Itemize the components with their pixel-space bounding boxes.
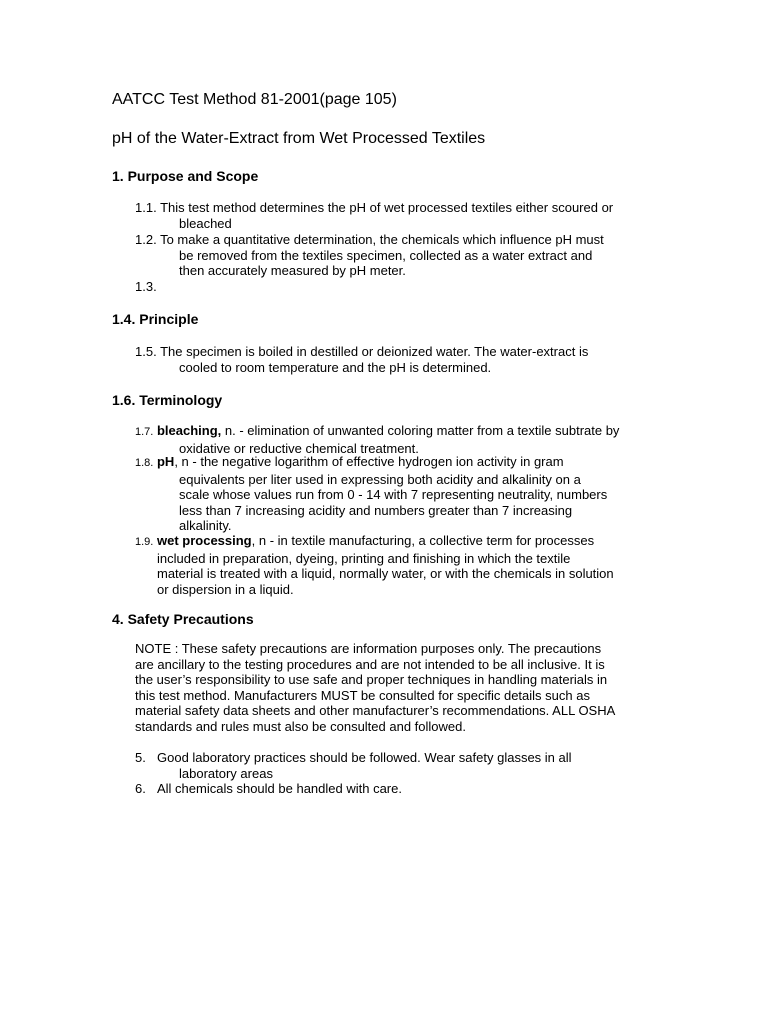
item-number: 1.2. bbox=[135, 232, 157, 247]
item-number: 1.3. bbox=[135, 279, 157, 294]
item-text: n. - elimination of unwanted coloring matter from a textile subtrate by bbox=[224, 423, 620, 438]
item-text-cont: cooled to room temperature and the pH is determined. bbox=[179, 359, 492, 375]
item-text: The specimen is boiled in destilled or deionized water. The water-extract is bbox=[160, 344, 589, 359]
item-text: , n - in textile manufacturing, a collective term for processes bbox=[251, 533, 595, 548]
item-text-cont: less than 7 increasing acidity and numbers greater than 7 increasing bbox=[179, 502, 573, 518]
item-number: 1.8. bbox=[135, 457, 154, 469]
safety-note bbox=[135, 641, 655, 735]
method-title: AATCC Test Method 81-2001(page 105) bbox=[112, 91, 397, 108]
item-text-cont: included in preparation, dyeing, printing and finishing in which the textile bbox=[157, 550, 571, 566]
item-number: 1.9. bbox=[135, 536, 154, 548]
note-line: are ancillary to the testing procedures and are not intended to be all inclusive. It is bbox=[135, 656, 605, 672]
item-text-cont: alkalinity. bbox=[179, 518, 232, 533]
term-wet-processing: wet processing bbox=[156, 533, 252, 548]
list-item-1-2 bbox=[135, 232, 604, 279]
item-text-cont: or dispersion in a liquid. bbox=[157, 581, 294, 597]
list-item-6 bbox=[135, 781, 402, 797]
section-heading-terminology: 1.6. Terminology bbox=[112, 392, 223, 408]
item-text-cont: oxidative or reductive chemical treatment. bbox=[179, 440, 419, 456]
item-text: This test method determines the pH of wet processed textiles either scoured or bbox=[160, 200, 614, 215]
item-number: 1.1. bbox=[135, 200, 157, 215]
item-text-cont: equivalents per liter used in expressing both acidity and alkalinity on a bbox=[179, 471, 581, 487]
note-line: material safety data sheets and other manufacturer’s recommendations. ALL OSHA bbox=[135, 703, 616, 719]
section-heading-purpose: 1. Purpose and Scope bbox=[112, 168, 259, 184]
item-text: To make a quantitative determination, the chemicals which influence pH must bbox=[160, 232, 604, 247]
list-item-5 bbox=[135, 750, 572, 781]
item-text-cont: scale whose values run from 0 - 14 with 7 representing neutrality, numbers bbox=[179, 487, 608, 502]
item-text-cont: then accurately measured by pH meter. bbox=[179, 263, 406, 278]
list-item-1-1 bbox=[135, 200, 613, 231]
section-heading-safety: 4. Safety Precautions bbox=[112, 611, 254, 627]
list-item-1-7 bbox=[135, 423, 619, 456]
item-number: 5. bbox=[135, 750, 146, 765]
item-number: 1.5. bbox=[135, 344, 157, 359]
item-number: 1.7. bbox=[135, 426, 154, 438]
note-line: NOTE : These safety precautions are information purposes only. The precautions bbox=[135, 641, 602, 656]
list-item-1-8 bbox=[135, 454, 607, 534]
note-line: standards and rules must also be consulted and followed. bbox=[135, 718, 466, 734]
note-line: this test method. Manufacturers MUST be consulted for specific details such as bbox=[135, 687, 590, 703]
list-item-1-9 bbox=[135, 533, 614, 597]
item-text-cont: laboratory areas bbox=[179, 765, 273, 781]
item-text-cont: material is treated with a liquid, normally water, or with the chemicals in solution bbox=[157, 566, 614, 581]
term-bleaching: bleaching, bbox=[156, 423, 222, 438]
section-heading-principle: 1.4. Principle bbox=[112, 311, 199, 327]
list-item-1-5 bbox=[135, 344, 588, 375]
list-item-1-3 bbox=[135, 279, 157, 295]
item-text: All chemicals should be handled with care. bbox=[157, 781, 402, 796]
item-text-cont: bleached bbox=[179, 215, 232, 231]
item-text: Good laboratory practices should be followed. Wear safety glasses in all bbox=[157, 750, 572, 765]
term-ph: pH bbox=[156, 454, 175, 469]
note-line: the user’s responsibility to use safe and proper techniques in handling materials in bbox=[135, 672, 608, 688]
item-text: , n - the negative logarithm of effective hydrogen ion activity in gram bbox=[174, 454, 564, 469]
item-number: 6. bbox=[135, 781, 146, 796]
item-text-cont: be removed from the textiles specimen, collected as a water extract and bbox=[179, 247, 593, 263]
main-title: pH of the Water-Extract from Wet Processed Textiles bbox=[112, 130, 486, 147]
